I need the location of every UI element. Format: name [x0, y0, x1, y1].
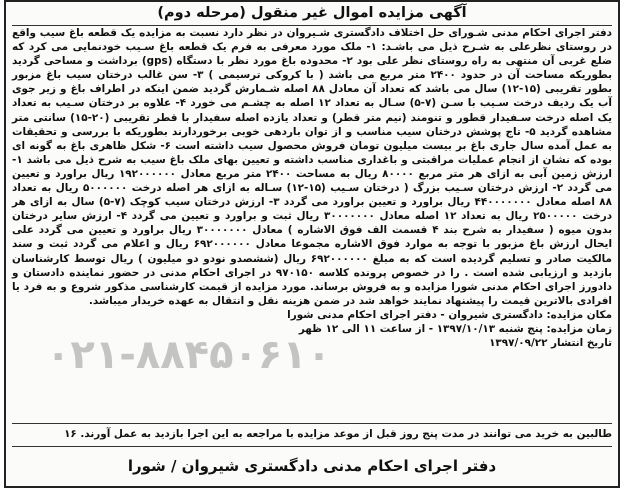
phone-watermark: ۰۲۱-۸۸۴۵۰۶۱۰: [46, 332, 332, 378]
notice-body-text: دفتر اجرای احکام مدنی شـورای حل اختلاف دادگستری شـیروان در نظر دارد نسبت به مزایده یک قطعه باغ سیب واقع در روستای نظرعلی به شـرح ذیل می باشـد: ۱- ملک مورد معرفی به فرم یک قطعه باغ سـیب خودنمایی می کرد که ضلع غربی آن منتهی به راه روستای نظر علی بود ۲- محدوده باغ مورد نظر با دستگاه (gps) برداشت و مساحی گردید بطوریکه مساحت آن در حدود ۲۴۰۰ متر مربع می باشد ( با کروکی ترسیمی ) ۳- سن غالب درختان سیب باغ مزبور بطور تقریبی (۱۵-۱۲) سال می باشد که تعداد آن معادل ۸۸ اصله شـمارش گردید ضمن اینکه در اطراف باغ و زیر جوی آب یک ردیف درخت سـیب با سـن (۷-۵) سـال به تعداد ۱۲ اصله به چشـم می خورد ۴- علاوه بر درختان سـیب به تعداد یک اصله درخت سـفیدار قطور و تنومند (نیم متر قطر) و تعداد یازده اصله سفیدار با قطر تقریبی (۲۰-۱۵) سانتی متر مشاهده گردید ۵- تاج پوشش درختان سیب مناسب و از توان باردهی خوبی برخوردارند بطوریکه با بررسی و تحقیقات به عمل آمده سال جاری باغ بر بیست میلیون تومان فروش محصول سیب داشته است ۶- شکل ظاهری باغ به گونه ای بوده که نشان از انجام عملیات مراقبتی و باغداری مناسب داشته و تعیین بهای ملک باغ سیب به شرح ذیل می باشد ۱-ارزش زمین آبی به ازای هر متر مربع ۸۰۰۰۰ ریال به مساحت ۲۴۰۰ متر مربع معادل ۱۹۲۰۰۰۰۰۰ ریال براورد و تعیین می گردد ۲- ارزش درختان سـیب بزرگ ( درختان سـیب (۱۵-۱۲) سـاله به ازای هر اصله درخت ۵۰۰۰۰۰۰ ریال به تعداد ۸۸ اصله معادل ۴۴۰۰۰۰۰۰۰ ریال براورد و تعیین براورد می گردد ۳- ارزش درختان سیب کوچک (۷-۵) سال به ازای هر درخت ۲۵۰۰۰۰۰ ریال به تعداد ۱۲ اصله معادل ۳۰۰۰۰۰۰۰ ریال ثبت و براورد و تعیین می گردد ۴- ارزش سایر درختان بدون میوه ( سفیدار به شرح بند ۴ قسمت الف فوق الاشاره ) معادل ۳۰۰۰۰۰۰۰ ریال براورد و تعیین می گردد علی ایحال ارزش باغ مزبور با توجه به موارد فوق الاشاره مجموعا معادل ۶۹۲۰۰۰۰۰۰ ریال و اعلام می گردد ثبت و سند مالکیت صادر و تسلیم گردیده است که به مبلغ ۶۹۲۰۰۰۰۰۰ ریال (ششصدو نودو دو میلیون ) ریال توسط کارشناسان بازدید و ارزیابی شده است . را در خصوص پرونده کلاسه ۹۷۰۱۵۰ در اجرای احکام مدنی در حضور نماینده دادستان و دادورز اجرای احکام مدنی شورا مزایده و به فروش برساند. مورد مزایده از قیمت کارشناسی مذکور شروع و به فرد یا افرادی بالاترین قیمت را پیشنهاد نمایند خواهد شد در ضمن هزینه نقل و انتقال به عهده خریدار میباشد. مکان مزایده: دادگستری شیروان - دفتر اجرای احکام مدنی شورا زمان مزایده: پنج شنبه ۱۳۹۷/۱۰/۱۳ - از ساعت ۱۱ الی ۱۲ ظهر تاریخ انتشار ۱۳۹۷/۰۹/۲۲: [12, 27, 613, 350]
signature-line: دفتر اجرای احکام مدنی دادگستری شیروان / شورا: [127, 457, 497, 475]
footer-note: طالبین به خرید می توانند در مدت پنج روز قبل از موعد مزایده با مراجعه به این اجرا بازدید به عمل آورند. ۱۶: [64, 428, 612, 440]
notice-page: [4, 0, 620, 488]
notice-body: [12, 26, 612, 422]
notice-title: آگهی مزایده اموال غیر منقول (مرحله دوم): [157, 5, 467, 21]
signature-divider: [12, 446, 612, 447]
footer-divider: [12, 423, 612, 424]
